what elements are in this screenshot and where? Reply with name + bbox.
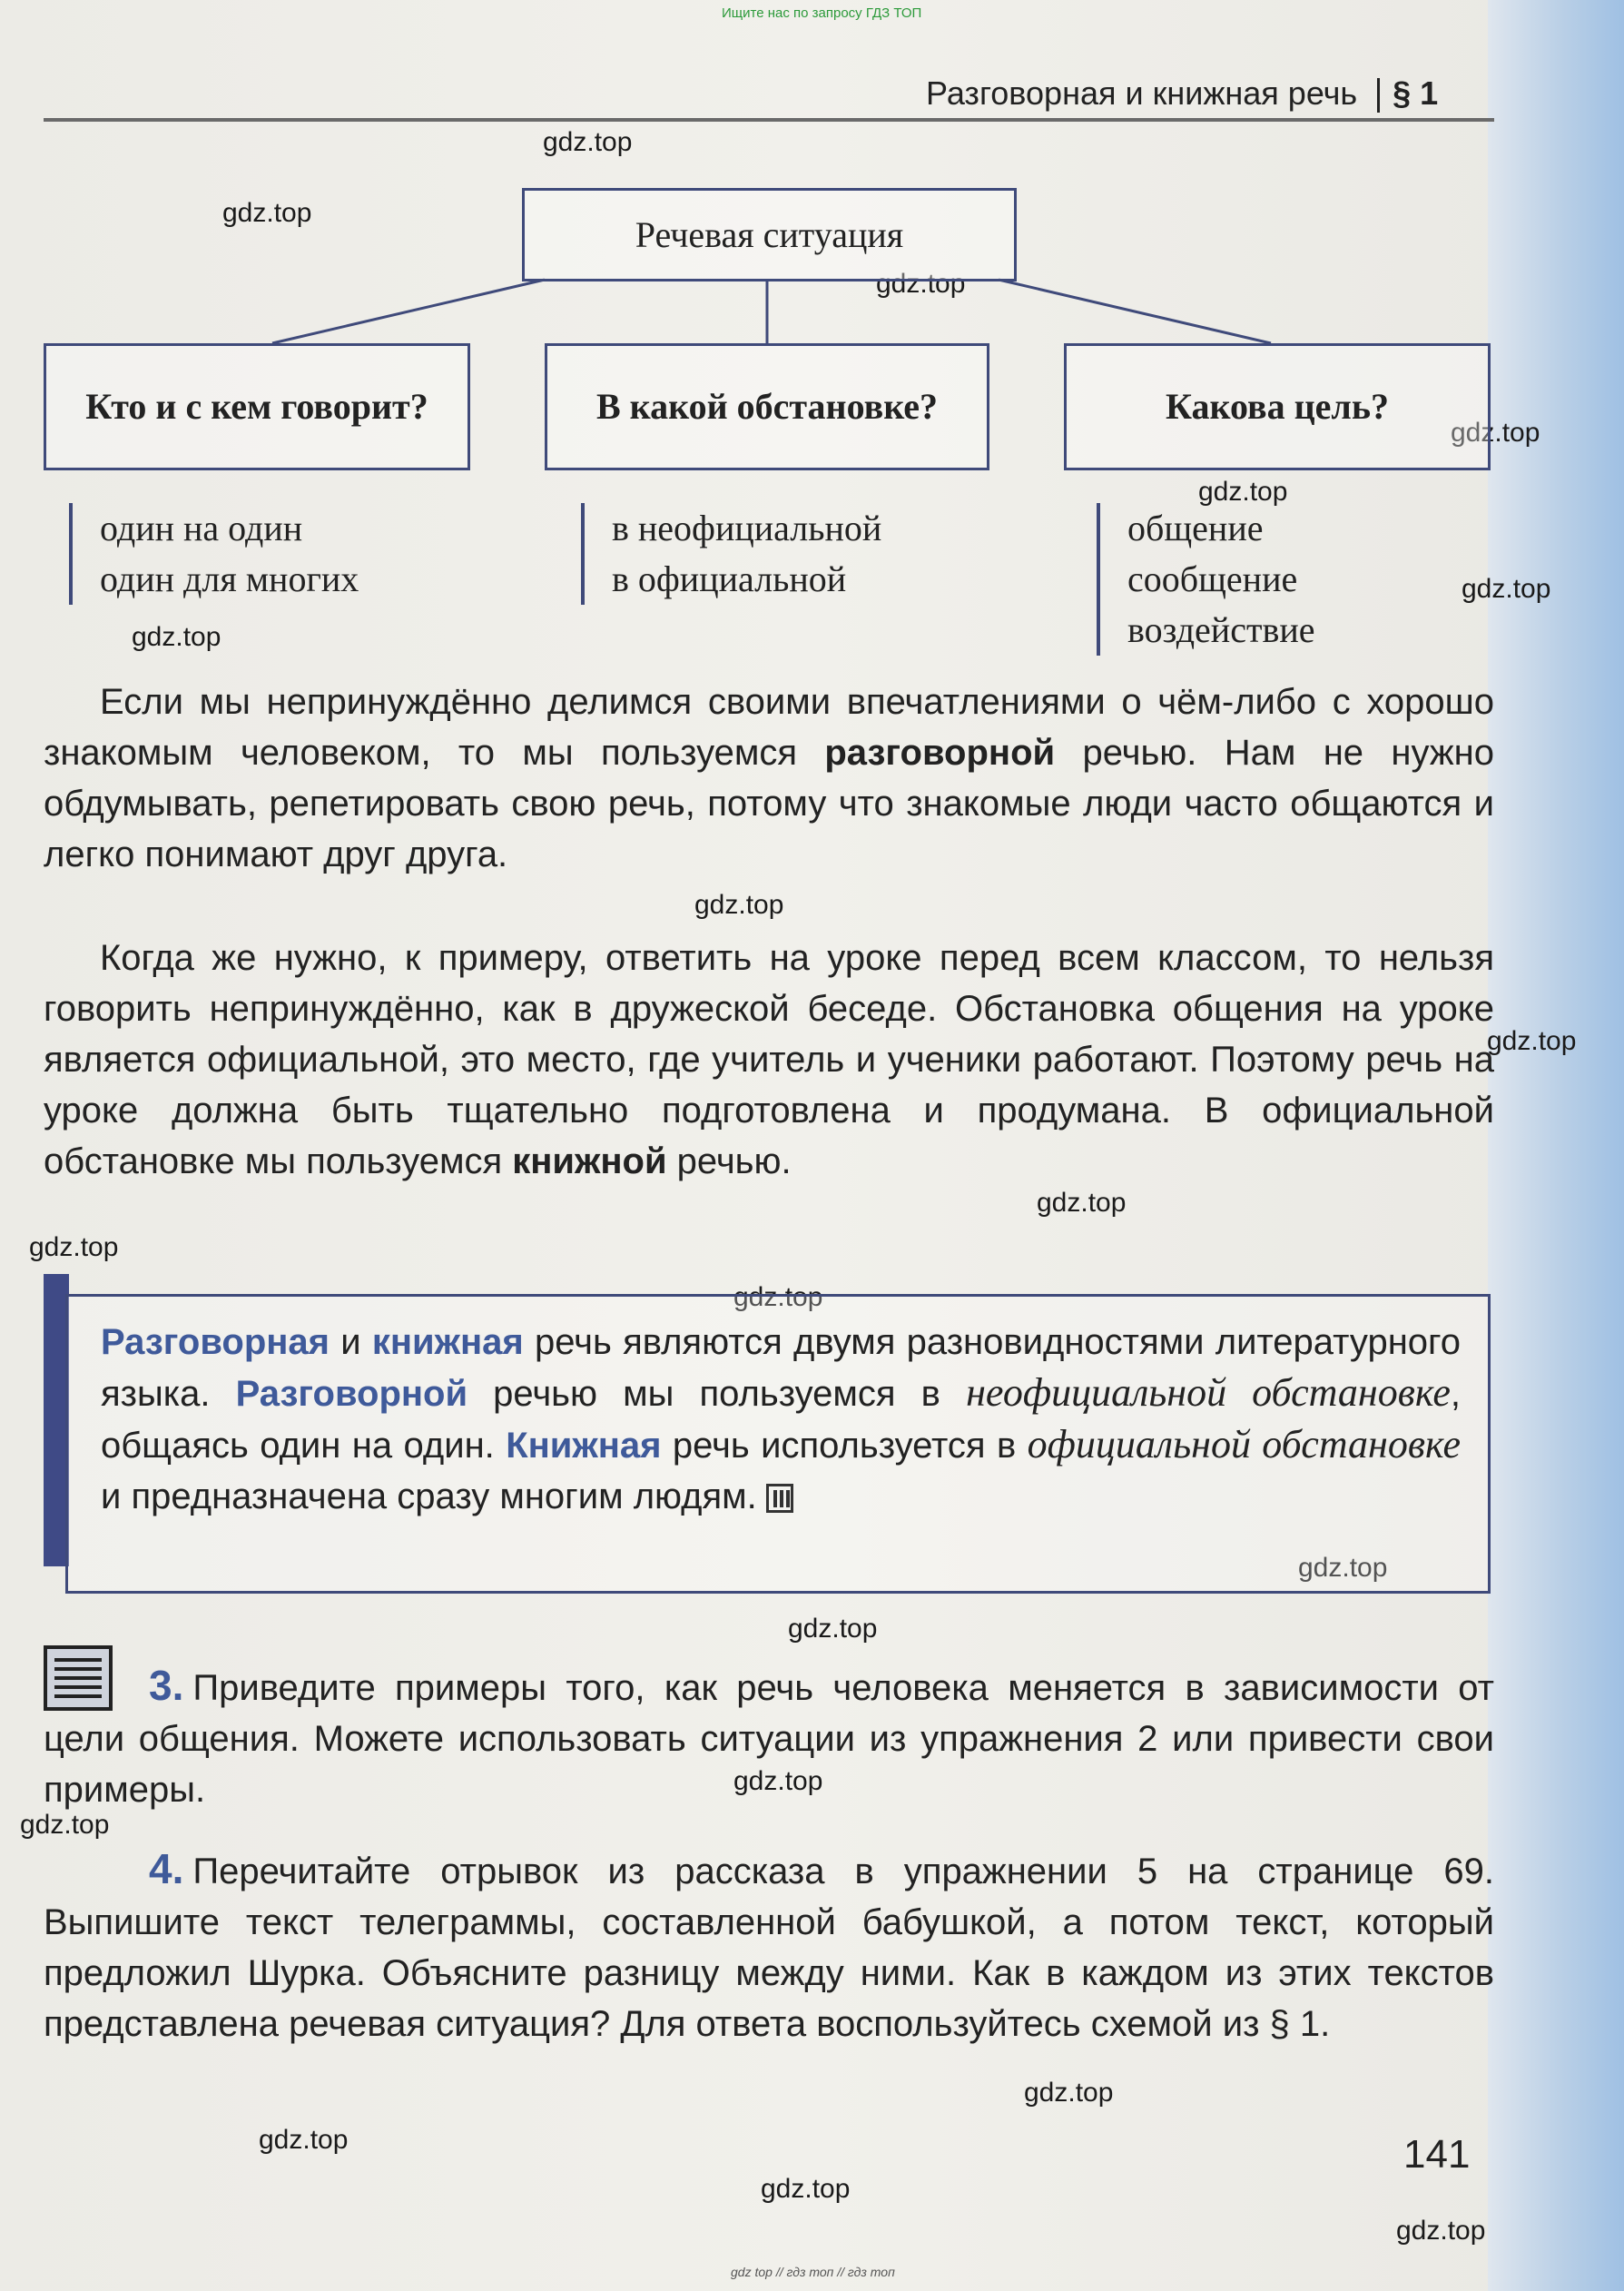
rule-term: Книжная <box>506 1426 662 1466</box>
watermark-label: gdz.top <box>20 1810 110 1840</box>
rule-box <box>65 1294 1491 1594</box>
diagram-option: сообщение <box>1127 558 1298 599</box>
diagram-option: общение <box>1127 508 1264 548</box>
diagram-branch-who: Кто и с кем говорит? <box>44 343 470 470</box>
textbook-reference-icon <box>766 1484 793 1513</box>
rule-text: речью мы пользуемся в <box>468 1374 967 1414</box>
watermark-label: gdz.top <box>733 1282 823 1312</box>
running-head-title: Разговорная и книжная речь <box>926 74 1358 112</box>
watermark-label: gdz.top <box>1487 1026 1577 1056</box>
rule-emphasis: неофициальной обстановке <box>966 1370 1451 1415</box>
watermark-top: Ищите нас по запросу ГДЗ ТОП <box>722 5 922 21</box>
watermark-label: gdz.top <box>259 2125 349 2155</box>
paragraph-text: Когда же нужно, к примеру, ответить на уроке перед всем классом, то нельзя говорить непринуждённо, как в дружеской беседе. Обстановка общения на уроке является официальной, это место, где учитель и ученики работают. Поэтому речь на уроке должна быть тщательно подготовлена и продумана. В официальной обстановке мы пользуемся <box>44 938 1494 1181</box>
watermark-label: gdz.top <box>543 127 633 157</box>
rule-term: Разговорная <box>101 1322 330 1362</box>
diagram-option: один на один <box>100 508 303 548</box>
diagram-root-box: Речевая ситуация <box>522 188 1017 281</box>
watermark-label: gdz.top <box>733 1766 823 1796</box>
watermark-label: gdz.top <box>876 269 966 299</box>
diagram-branch-where: В какой обстановке? <box>545 343 989 470</box>
watermark-label: gdz.top <box>1037 1188 1127 1218</box>
watermark-label: gdz.top <box>788 1614 878 1644</box>
watermark-label: gdz.top <box>29 1232 119 1262</box>
task-text: Приведите примеры того, как речь человека меняется в зависимости от цели общения. Можете использовать ситуации из упражнения 2 или привести свои примеры. <box>44 1668 1494 1810</box>
watermark-label: gdz.top <box>1024 2078 1114 2108</box>
watermark-label: gdz.top <box>132 622 221 652</box>
rule-text: и предназначена сразу многим людям. <box>101 1476 757 1516</box>
watermark-label: gdz.top <box>1396 2216 1486 2246</box>
diagram-option: воздействие <box>1127 609 1315 650</box>
rule-text: и <box>330 1322 372 1362</box>
page-number: 141 <box>1403 2132 1471 2177</box>
watermark-label: gdz.top <box>1298 1553 1388 1583</box>
watermark-label: gdz.top <box>1451 418 1540 448</box>
diagram-option: в официальной <box>612 558 847 599</box>
paragraph-text: Если мы непринуждённо делимся своими впечатлениями о чём-либо с хорошо знакомым человеком, то мы пользуемся <box>44 682 1494 773</box>
diagram-options-purpose <box>1097 503 1314 656</box>
paragraph-conversational <box>44 676 1494 880</box>
paragraph-text: речью. Нам не нужно обдумывать, репетировать свою речь, потому что знакомые люди часто общаются и легко понимают друг друга. <box>44 733 1495 874</box>
task-4 <box>44 1843 1494 2049</box>
watermark-label: gdz.top <box>761 2174 851 2204</box>
rule-text: речь являются двумя разновидностями литературного языка. <box>101 1322 1462 1414</box>
diagram-option: один для многих <box>100 558 359 599</box>
rule-text: , общаясь один на один. <box>101 1374 1461 1466</box>
paragraph-text: речью. <box>666 1141 792 1181</box>
task-number: 4. <box>149 1845 184 1892</box>
watermark-label: gdz.top <box>694 890 784 920</box>
task-text: Перечитайте отрывок из рассказа в упражнении 5 на странице 69. Выпишите текст телеграммы, составленной бабушкой, а потом текст, который предложил Шурка. Объясните разницу между ними. Как в каждом из этих текстов представлена речевая ситуация? Для ответа воспользуйтесь схемой из § 1. <box>44 1852 1494 2044</box>
diagram-option: в неофициальной <box>612 508 882 548</box>
rule-text: речь используется в <box>661 1426 1028 1466</box>
term-bookish: книжной <box>512 1141 667 1181</box>
watermark-bottom: gdz top // гдз топ // гдз топ <box>731 2265 895 2279</box>
task-3 <box>44 1660 1494 1815</box>
paragraph-bookish <box>44 933 1494 1187</box>
watermark-label: gdz.top <box>1462 574 1551 604</box>
diagram-branch-purpose: Какова цель? <box>1064 343 1491 470</box>
watermark-label: gdz.top <box>222 198 312 228</box>
task-number: 3. <box>149 1662 184 1709</box>
term-conversational: разговорной <box>824 733 1056 773</box>
running-head-section: § 1 <box>1393 74 1439 112</box>
rule-term: Разговорной <box>235 1374 468 1414</box>
watermark-label: gdz.top <box>1198 477 1288 507</box>
rule-term: книжная <box>371 1322 524 1362</box>
diagram-options-where <box>581 503 881 605</box>
rule-emphasis: официальной обстановке <box>1027 1422 1461 1466</box>
diagram-options-who <box>69 503 359 605</box>
